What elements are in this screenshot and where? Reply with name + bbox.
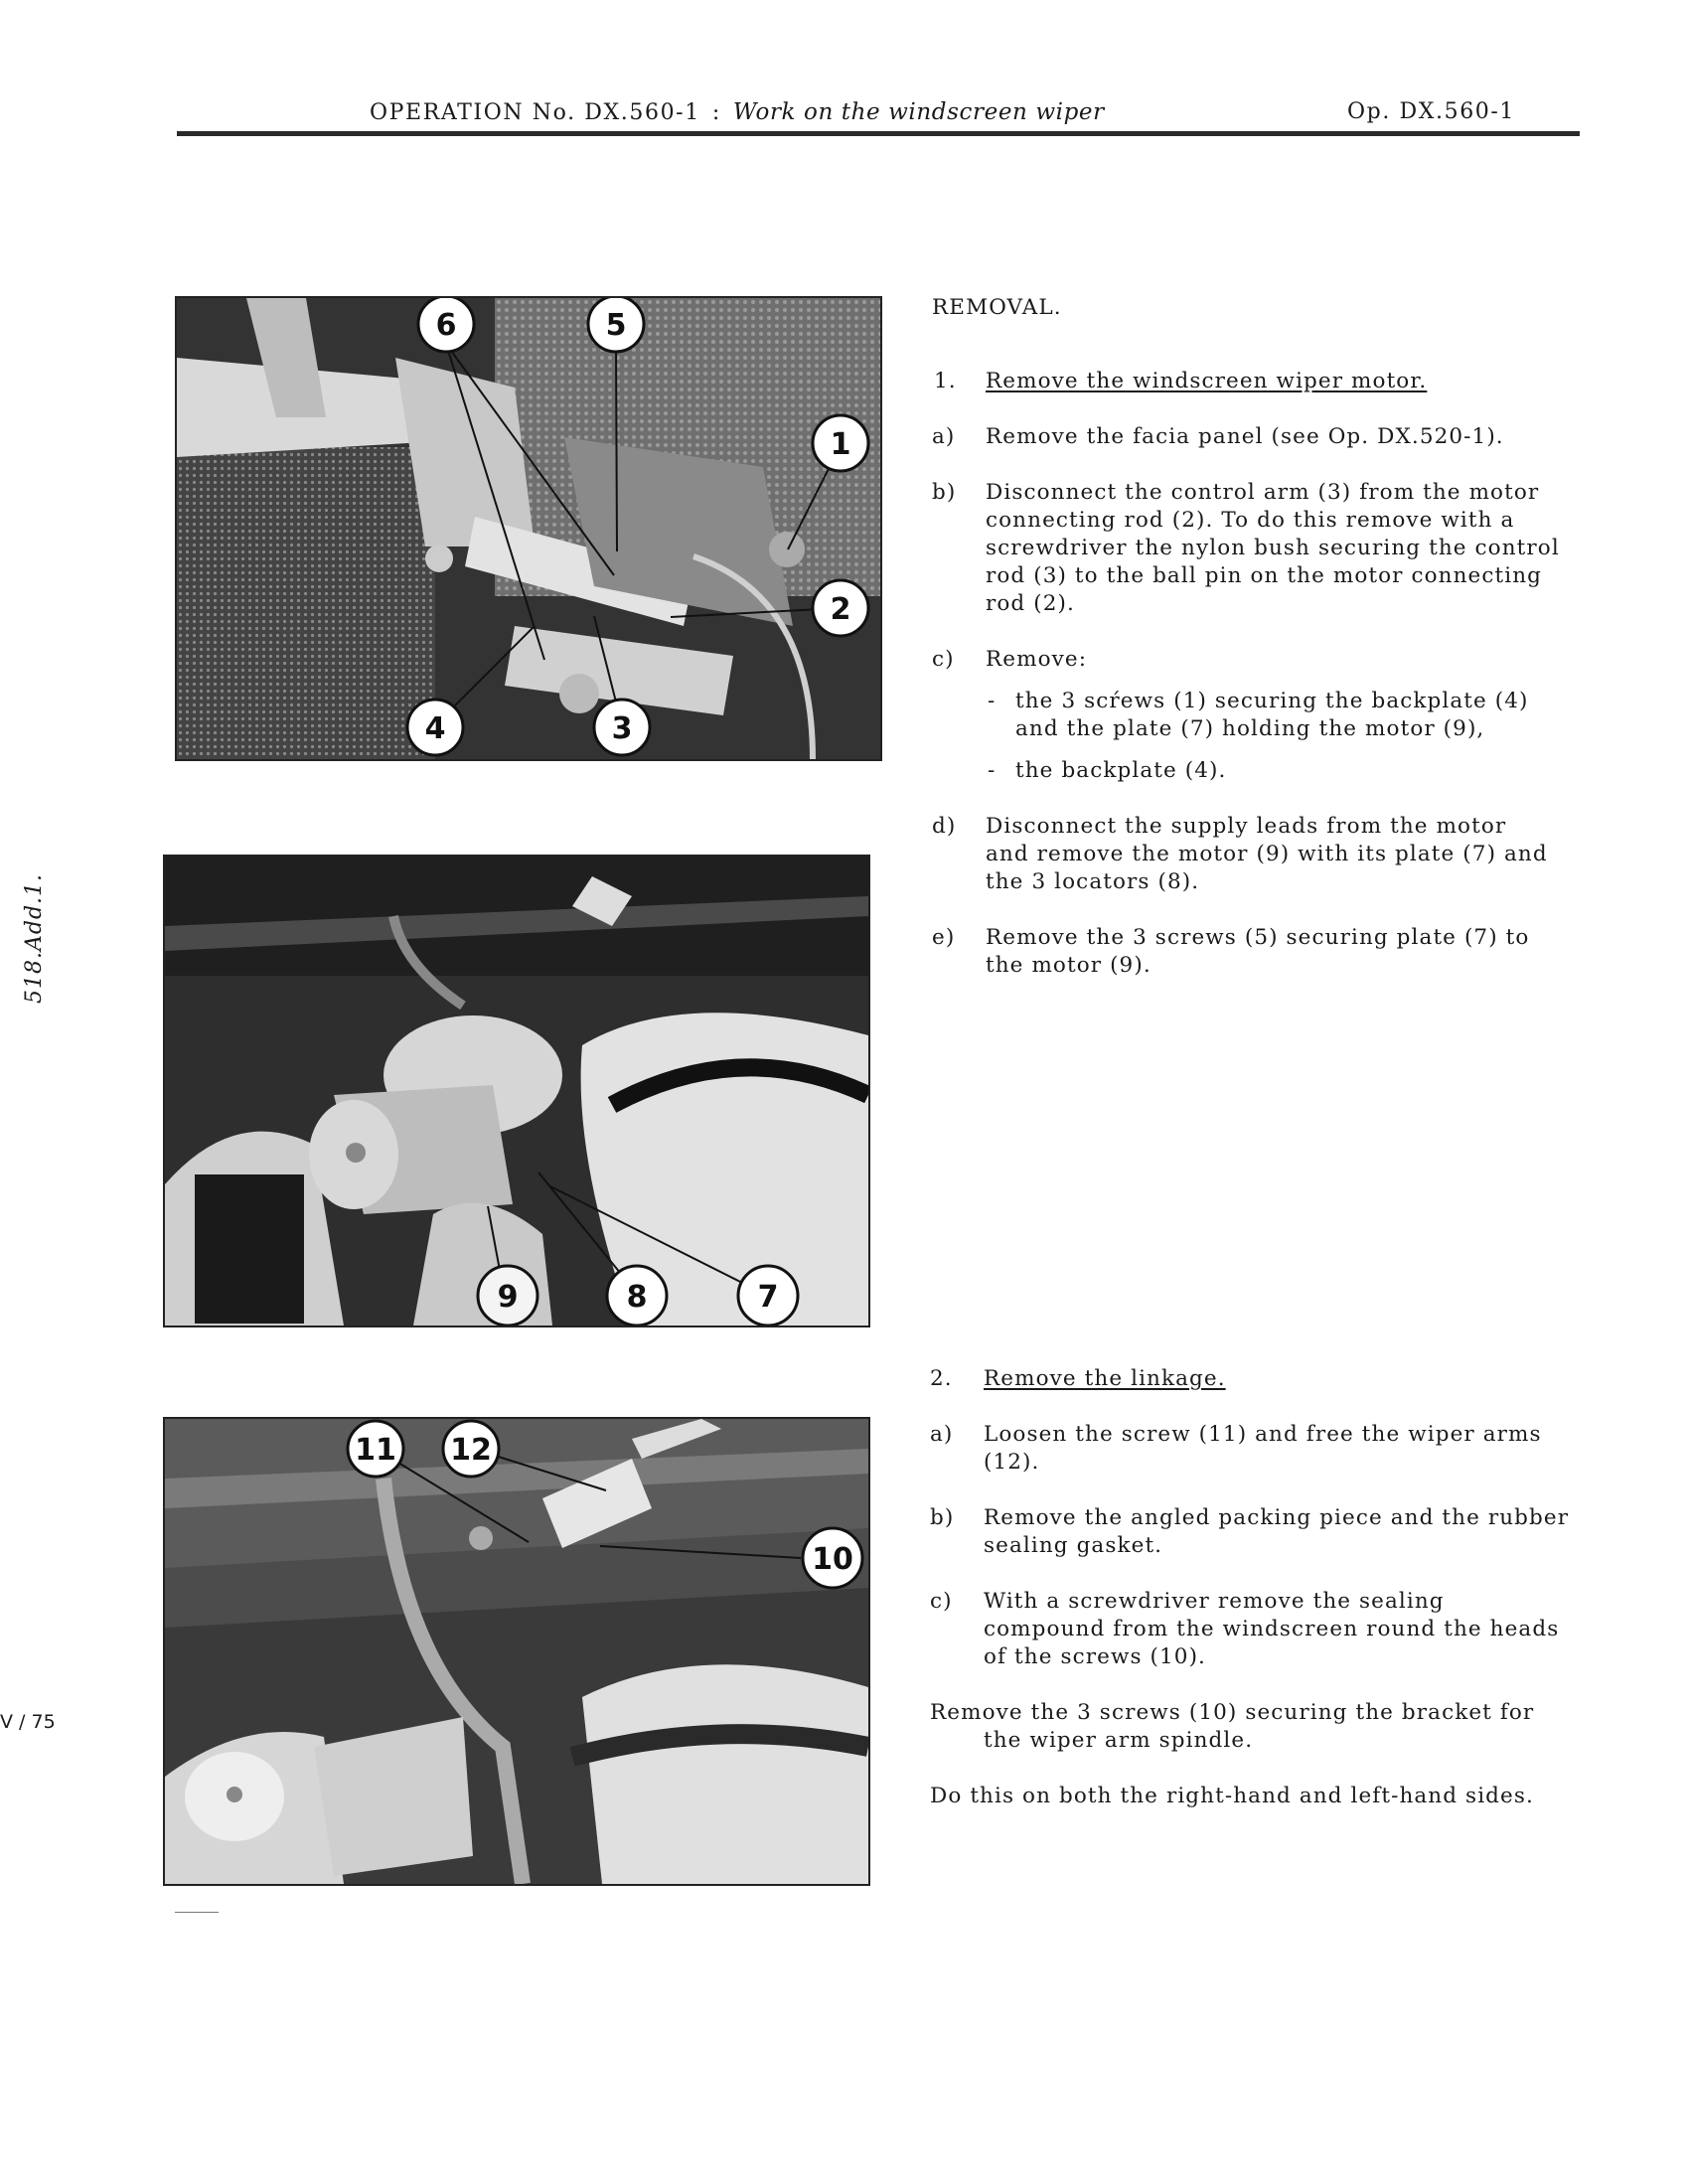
callout-8-label: 8 — [626, 1280, 648, 1315]
step-2-title: Remove the linkage. — [984, 1366, 1226, 1391]
callout-7-label: 7 — [757, 1280, 779, 1315]
step-1e-text — [986, 924, 1529, 980]
step-1d-label: d) — [932, 814, 957, 839]
header-operation — [370, 99, 1105, 125]
callout-3 — [594, 700, 650, 755]
step-1c-label: c) — [932, 647, 955, 672]
callout-10-label: 10 — [812, 1542, 853, 1577]
step-1e-line: Remove the 3 screws (5) securing plate (7) to — [986, 925, 1530, 950]
callout-11-label: 11 — [355, 1433, 396, 1468]
callout-2 — [813, 580, 868, 636]
step-1-number: 1. — [934, 369, 957, 393]
step-2c-line: of the screws (10). — [984, 1644, 1206, 1669]
callout-1-label: 1 — [830, 427, 851, 462]
callout-12-label: 12 — [450, 1433, 492, 1468]
step-2a-label: a) — [930, 1422, 954, 1447]
margin-date: V / 75 — [0, 1711, 56, 1733]
step-2-note — [930, 1699, 1534, 1755]
callout-5 — [588, 298, 644, 352]
step-2b-label: b) — [930, 1505, 955, 1530]
callout-9 — [478, 1266, 537, 1326]
step-2-final: Do this on both the right-hand and left-hand sides. — [930, 1784, 1534, 1808]
step-1e-line: the motor (9). — [986, 953, 1152, 978]
step-1a-text — [986, 423, 1504, 451]
step-2c-label: c) — [930, 1589, 953, 1614]
callout-12 — [443, 1421, 499, 1477]
callout-8 — [607, 1266, 667, 1326]
step-1d-line: Disconnect the supply leads from the motor — [986, 814, 1507, 839]
bullet-line: and the plate (7) holding the motor (9), — [1015, 716, 1485, 741]
step-1b-line: rod (2). — [986, 591, 1075, 616]
step-2a-line: Loosen the screw (11) and free the wiper arms — [984, 1422, 1542, 1447]
step-1d-line: the 3 locators (8). — [986, 869, 1200, 894]
step-1a-line: Remove the facia panel (see Op. DX.520-1). — [986, 424, 1504, 449]
step-2b-line: sealing gasket. — [984, 1533, 1163, 1558]
margin-reference: 518.Add.1. — [22, 872, 47, 1004]
callout-9-label: 9 — [497, 1280, 519, 1315]
step-2b-text — [984, 1504, 1569, 1560]
callout-11 — [348, 1421, 403, 1477]
callout-1 — [813, 415, 868, 471]
bullet-line: the backplate (4). — [1015, 758, 1227, 783]
callout-7 — [738, 1266, 798, 1326]
step-2c-line: With a screwdriver remove the sealing — [984, 1589, 1445, 1614]
callout-4 — [407, 700, 463, 755]
step-1c-bullet-1 — [1015, 688, 1529, 743]
decorative-rule — [175, 1912, 219, 1913]
step-2a-line: (12). — [984, 1450, 1040, 1475]
callout-5-label: 5 — [605, 308, 627, 343]
step-1c-bullet-1-dash: - — [988, 689, 997, 713]
step-2-number: 2. — [930, 1366, 953, 1391]
step-1b-line: Disconnect the control arm (3) from the motor — [986, 480, 1540, 505]
step-1c-bullet-2 — [1015, 757, 1226, 785]
step-1-title: Remove the windscreen wiper motor. — [986, 369, 1428, 393]
callout-2-label: 2 — [830, 592, 851, 627]
step-1b-label: b) — [932, 480, 957, 505]
step-2c-text — [984, 1588, 1559, 1671]
callout-6-label: 6 — [435, 308, 457, 343]
header-subtitle: Work on the windscreen wiper — [732, 99, 1105, 125]
note-line: Remove the 3 screws (10) securing the bracket for — [930, 1700, 1535, 1725]
step-1d-text — [986, 813, 1548, 896]
header-op-ref: Op. DX.560-1 — [1347, 99, 1516, 124]
step-1b-line: rod (3) to the ball pin on the motor connecting — [986, 563, 1543, 588]
bullet-line: the 3 scŕews (1) securing the backplate (4) — [1015, 689, 1529, 713]
step-1d-line: and remove the motor (9) with its plate (7) and — [986, 842, 1548, 866]
photo-motor-locators — [163, 855, 870, 1327]
step-2c-line: compound from the windscreen round the heads — [984, 1617, 1560, 1641]
photo-wiper-arm-spindle — [163, 1417, 870, 1886]
step-1b-line: screwdriver the nylon bush securing the control — [986, 536, 1560, 560]
step-1c-intro: Remove: — [986, 647, 1088, 672]
callout-4-label: 4 — [424, 711, 446, 746]
callout-3-label: 3 — [611, 711, 633, 746]
operation-label: OPERATION No. DX.560-1 — [370, 100, 700, 125]
step-1c-bullet-2-dash: - — [988, 758, 997, 783]
removal-heading: REMOVAL. — [932, 295, 1062, 320]
step-1e-label: e) — [932, 925, 956, 950]
header-separator: : — [711, 100, 721, 125]
photo-wiper-motor-linkage — [175, 296, 882, 761]
note-line: the wiper arm spindle. — [984, 1728, 1254, 1753]
callout-10 — [803, 1528, 862, 1588]
step-2a-text — [984, 1421, 1542, 1477]
step-1a-label: a) — [932, 424, 956, 449]
header-rule — [177, 131, 1580, 136]
callout-6 — [418, 298, 474, 352]
step-2b-line: Remove the angled packing piece and the rubber — [984, 1505, 1570, 1530]
step-1b-text — [986, 479, 1560, 618]
step-1b-line: connecting rod (2). To do this remove with a — [986, 508, 1515, 533]
